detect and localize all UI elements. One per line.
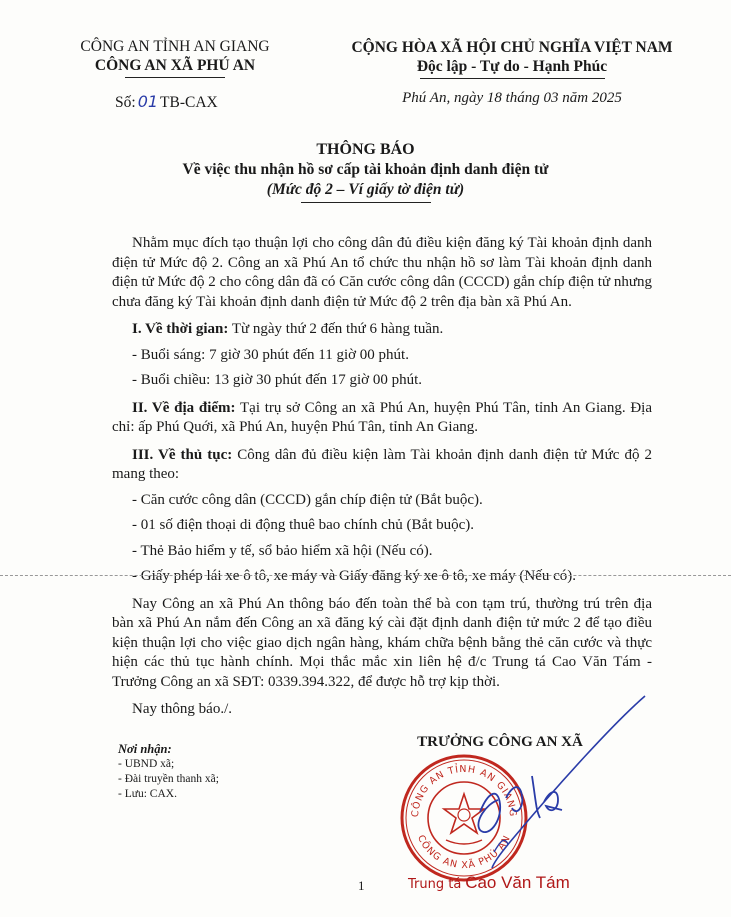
nation-name: CỘNG HÒA XÃ HỘI CHỦ NGHĨA VIỆT NAM	[351, 39, 673, 56]
number-suffix: TB-CAX	[160, 94, 218, 111]
list-item: - Căn cước công dân (CCCD) gắn chíp điện tử (Bắt buộc).	[132, 491, 483, 508]
place-text: Tại trụ sở Công an xã Phú An, huyện Phú Tân, tỉnh An Giang. Địa chỉ: ấp Phú Quới, xã Phú An, huyện Phú Tân, tỉnh An Giang.	[112, 399, 652, 435]
motto-underline	[420, 78, 605, 79]
doc-subject: Về việc thu nhận hồ sơ cấp tài khoản định danh điện tử	[182, 161, 549, 178]
recipient-item: - UBND xã;	[118, 758, 175, 770]
agency-block	[40, 38, 310, 78]
page-number: 1	[358, 878, 365, 893]
signer-name: Cao Văn Tám	[465, 873, 570, 892]
svg-text:CÔNG AN XÃ PHÚ AN: CÔNG AN XÃ PHÚ AN	[414, 833, 514, 872]
scan-fold-line	[0, 575, 731, 576]
title-underline	[301, 202, 431, 203]
handwritten-signature	[440, 692, 660, 872]
recipient-item: - Lưu: CAX.	[118, 788, 177, 800]
agency-name: CÔNG AN XÃ PHÚ AN	[94, 57, 256, 74]
document-body	[112, 234, 652, 720]
procedure-section	[112, 446, 652, 485]
doc-type: THÔNG BÁO	[316, 141, 415, 158]
number-prefix: Số:	[115, 94, 136, 111]
signer-name-line	[408, 873, 638, 893]
list-item: - 01 số điện thoại di động thuê bao chính chủ (Bắt buộc).	[132, 517, 475, 533]
agency-parent: CÔNG AN TỈNH AN GIANG	[80, 38, 270, 55]
doc-level: (Mức độ 2 – Ví giấy tờ điện tử)	[266, 181, 465, 198]
procedure-text: Công dân đủ điều kiện làm Tài khoản định danh điện tử Mức độ 2 mang theo:	[112, 446, 652, 482]
signer-title: TRƯỞNG CÔNG AN XÃ	[417, 734, 583, 750]
agency-underline	[125, 77, 225, 78]
nation-block	[322, 38, 702, 79]
nation-motto: Độc lập - Tự do - Hạnh Phúc	[416, 58, 608, 75]
place-label: II. Về địa điểm:	[132, 399, 236, 416]
number-value: 01	[137, 92, 159, 111]
time-section	[112, 320, 652, 340]
time-label: I. Về thời gian:	[132, 321, 229, 337]
time-text: Từ ngày thứ 2 đến thứ 6 hàng tuần.	[228, 321, 444, 337]
list-item: - Thẻ Bảo hiểm y tế, sổ bảo hiểm xã hội (Nếu có).	[132, 542, 433, 559]
signer-rank: Trung tá	[408, 877, 462, 892]
document-number	[115, 92, 218, 112]
date-line: Phú An, ngày 18 tháng 03 năm 2025	[402, 90, 622, 106]
recipient-item: - Đài truyền thanh xã;	[118, 773, 219, 785]
afternoon-hours: - Buổi chiều: 13 giờ 30 phút đến 17 giờ 00 phút.	[132, 372, 423, 388]
recipients-label: Nơi nhận:	[118, 742, 172, 756]
morning-hours: - Buổi sáng: 7 giờ 30 phút đến 11 giờ 00 phút.	[132, 346, 409, 363]
intro-paragraph: Nhằm mục đích tạo thuận lợi cho công dân đủ điều kiện đăng ký Tài khoản định danh điện tử Mức độ 2. Công an xã Phú An tổ chức thu nhận hồ sơ làm Tài khoản định danh điện tử Mức độ 2 cho công dân đã có Căn cước công dân (CCCD) gắn chíp điện tử nhưng chưa đăng ký Tài khoản định danh điện tử Mức độ 2 trên địa bàn xã Phú An.	[112, 235, 652, 310]
list-item: - Giấy phép lái xe ô tô, xe máy và Giấy đăng ký xe ô tô, xe máy (Nếu có).	[132, 568, 577, 584]
recipients-block	[118, 742, 219, 802]
closing-paragraph: Nay Công an xã Phú An thông báo đến toàn thể bà con tạm trú, thường trú trên địa bàn xã Phú An nắm đến Công an xã đăng ký cài đặt định danh điện tử mức 2 để tạo điều kiện thuận lợi cho việc giao dịch ngân hàng, khám chữa bệnh bằng thẻ căn cước và thực hiện các thủ tục hành chính. Mọi thắc mắc xin liên hệ đ/c Trung tá Cao Văn Tám - Trưởng Công an xã SĐT: 0339.394.322, để được hỗ trợ kịp thời.	[112, 595, 652, 690]
svg-text:CÔNG AN TỈNH AN GIANG: CÔNG AN TỈNH AN GIANG	[409, 763, 519, 818]
procedure-label: III. Về thủ tục:	[132, 446, 233, 463]
final-line: Nay thông báo./.	[132, 701, 232, 717]
place-section	[112, 399, 652, 438]
title-block	[40, 140, 691, 203]
